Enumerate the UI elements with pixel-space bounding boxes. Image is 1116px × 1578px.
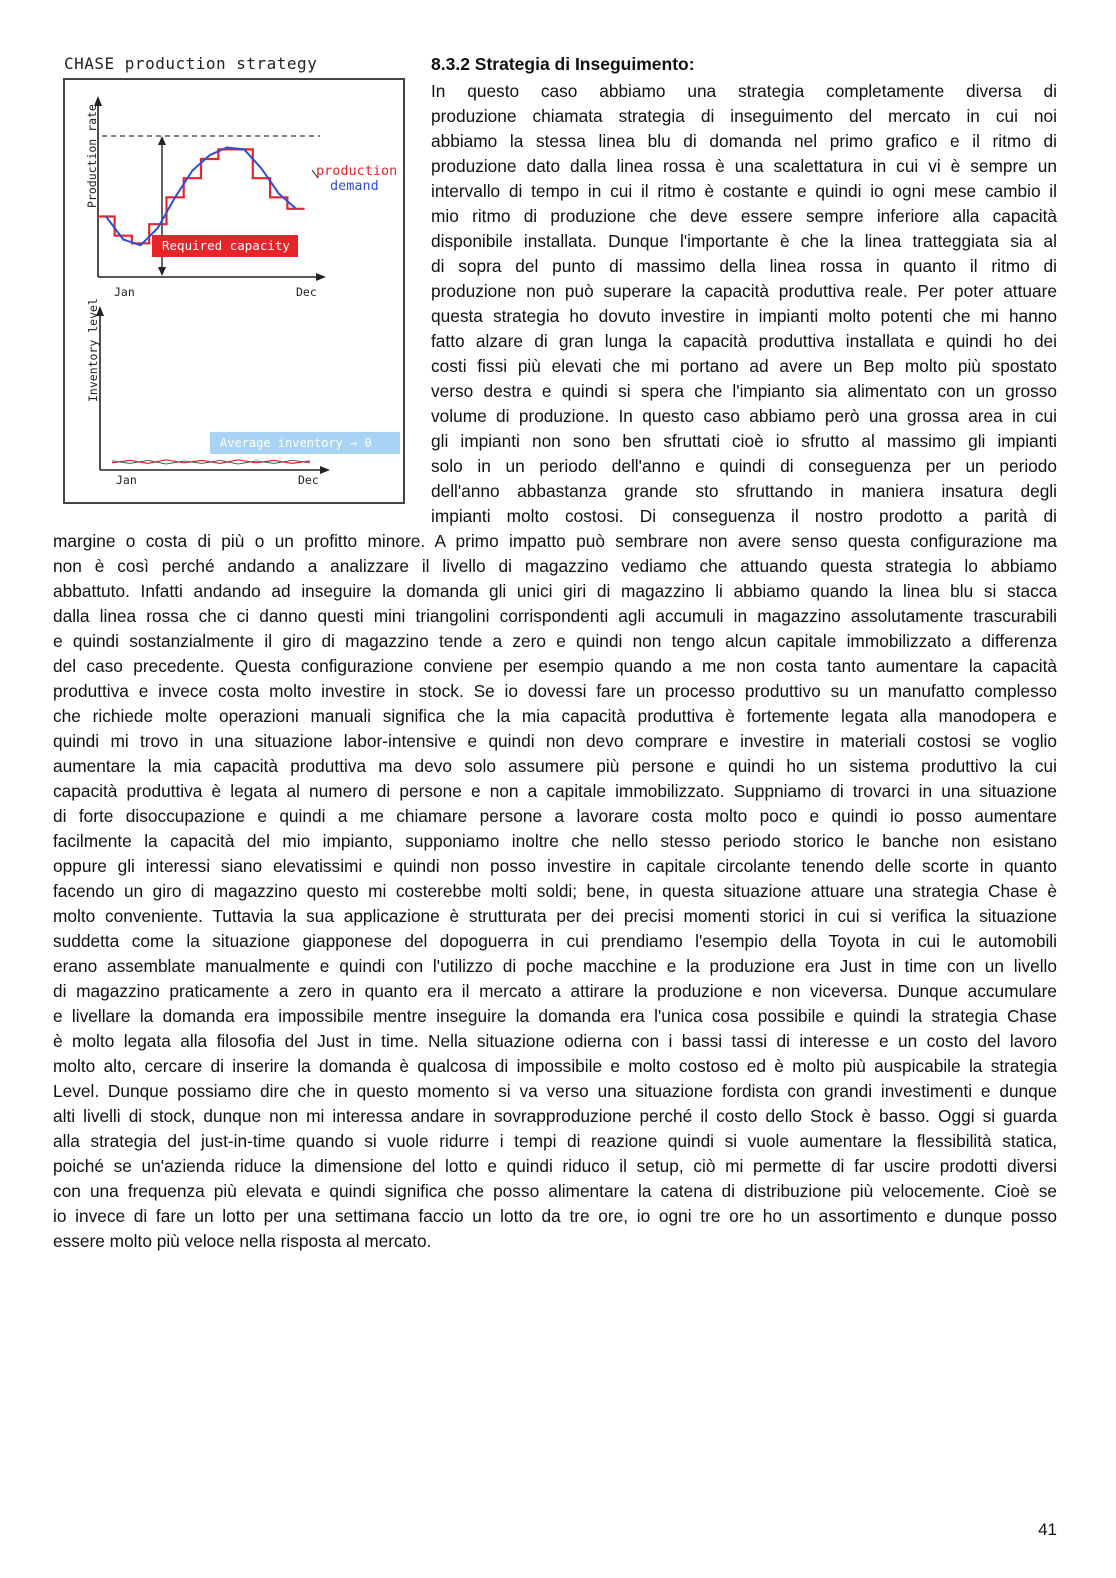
top-x-start-label: Jan (114, 285, 135, 299)
average-inventory-label: Average inventory → 0 (220, 436, 372, 450)
full-width-paragraph (53, 529, 1057, 1254)
full-width-line: molto conveniente. Tuttavia la sua applicazione è strutturata per dei precisi momenti storici in cui si verifica la situazione (53, 906, 1057, 926)
full-width-line: abbattuto. Infatti andando ad inseguire la domanda gli unici giri di magazzino li abbiamo quando la linea blu si stacca (53, 581, 1057, 601)
right-column-line: solo in un periodo dell'anno e quindi di conseguenza per un periodo (431, 456, 1057, 476)
bottom-x-arrow (320, 466, 330, 474)
legend-production: production (316, 163, 398, 179)
full-width-line: di forte disoccupazione e quindi a me chiamare persone a lavorare costa molto poco e quindi io posso aumentare (53, 806, 1057, 826)
full-width-line: di magazzino praticamente a zero in quanto era il mercato a attirare la produzione e non viceversa. Dunque accumulare (53, 981, 1057, 1001)
full-width-line: poiché se un'azienda riduce la dimensione del lotto e quindi riduco il setup, ciò mi permette di far uscire prodotti diversi (53, 1156, 1057, 1176)
bottom-y-label: Inventory level (86, 298, 100, 402)
right-column-line: di sopra del punto di massimo della linea rossa in quanto il ritmo di (431, 256, 1057, 276)
full-width-line: e quindi sostanzialmente il giro di magazzino tende a zero e quindi non tengo alcun capitale immobilizzato a differenza (53, 631, 1057, 651)
right-column-line: produzione dato dalla linea rossa è una scalettatura in cui vi è sempre un (431, 156, 1057, 176)
right-column-line: intervallo di tempo in cui il ritmo è costante e quindi io ogni mese cambio il (431, 181, 1057, 201)
right-column-line: volume di produzione. In questo caso abbiamo però una grossa area in cui (431, 406, 1057, 426)
page-number: 41 (1038, 1520, 1057, 1539)
required-capacity-label: Required capacity (162, 238, 290, 253)
full-width-line: non è così perché andando a analizzare il livello di magazzino vediamo che attuando questa strategia lo abbiamo (53, 556, 1057, 576)
figure-title: CHASE production strategy (64, 54, 318, 73)
chase-chart-svg (60, 52, 410, 508)
full-width-line: essere molto più veloce nella risposta al mercato. (53, 1231, 432, 1251)
legend-demand: demand (330, 178, 379, 194)
section-heading: 8.3.2 Strategia di Inseguimento: (431, 54, 695, 74)
right-column-line: produzione non può superare la capacità produttiva reale. Per poter attuare (431, 281, 1057, 301)
right-column-line: gli impianti non sono ben sfruttati cioè io sfrutto al massimo gli impianti (431, 431, 1057, 451)
full-width-line: alla strategia del just-in-time quando si vuole ridurre i tempi di reazione quindi si vuole aumentare la flessibilità statica, (53, 1131, 1057, 1151)
right-column-line: abbiamo la stessa linea blu di domanda nel primo grafico e il ritmo di (431, 131, 1057, 151)
full-width-line: io invece di fare un lotto per una settimana faccio un lotto da tre ore, io ogni tre ore ho un assortimento e dunque posso (53, 1206, 1057, 1226)
bottom-x-end-label: Dec (298, 473, 319, 487)
top-x-arrow (316, 273, 326, 281)
full-width-line: produttiva e invece costa molto investire in stock. Se io dovessi fare un processo produttivo su un manufatto complesso (53, 681, 1057, 701)
full-width-line: che richiede molte operazioni manuali significa che la mia capacità produttiva è fortemente legata alla manodopera e (53, 706, 1057, 726)
right-column-line: verso destra e quindi si spera che l'impianto sia alimentato con un grosso (431, 381, 1057, 401)
right-column-line: produzione chiamata strategia di inseguimento del mercato in cui noi (431, 106, 1057, 126)
full-width-line: e livellare la domanda era impossibile mentre inseguire la domanda era l'unica cosa possibile e quindi la strategia Chase (53, 1006, 1057, 1026)
inventory-series-group (112, 460, 310, 464)
full-width-line: Level. Dunque possiamo dire che in questo momento si va verso una situazione fordista con grandi investimenti e dunque (53, 1081, 1057, 1101)
full-width-line: suddetta come la situazione giapponese del dopoguerra in cui prendiamo l'esempio della Toyota in cui le automobili (53, 931, 1057, 951)
full-width-line: facendo un giro di magazzino questo mi costerebbe molti soldi; bene, in questa situazione attuare una strategia Chase è (53, 881, 1057, 901)
full-width-line: facilmente la capacità del mio impianto, supponiamo inoltre che nello stesso periodo storico le banche non esistano (53, 831, 1057, 851)
right-column-line: fatto alzare di gran lunga la capacità produttiva installata e quindi ho dei (431, 331, 1057, 351)
right-column-line: disponibile installata. Dunque l'importante è che la linea tratteggiata sia al (431, 231, 1057, 251)
chase-strategy-figure (60, 52, 410, 508)
demand-line (106, 148, 296, 246)
bottom-x-start-label: Jan (116, 473, 137, 487)
capacity-arrow-bottom (158, 267, 166, 276)
full-width-line: aumentare la mia capacità produttiva ma devo solo assumere più persone e quindi ho un sistema produttivo la cui (53, 756, 1057, 776)
full-width-line: con una frequenza più elevata e quindi significa che posso alimentare la catena di distribuzione più velocemente. Cioè se (53, 1181, 1057, 1201)
top-x-end-label: Dec (296, 285, 317, 299)
right-column-line: costi fissi più elevati che mi portano ad avere un Bep molto più spostato (431, 356, 1057, 376)
right-column-paragraph (431, 79, 1057, 529)
full-width-line: molto alto, cercare di inserire la domanda è qualcosa di impossibile e molto costoso ed è molto più auspicabile la strategia (53, 1056, 1057, 1076)
full-width-line: margine o costa di più o un profitto minore. A primo impatto può sembrare non avere senso questa configurazione ma (53, 531, 1057, 551)
full-width-line: del caso precedente. Questa configurazione conviene per esempio quando a me non costa tanto aumentare la capacità (53, 656, 1057, 676)
right-column-line: questa strategia ho dovuto investire in impianti molto potenti che mi hanno (431, 306, 1057, 326)
full-width-line: capacità produttiva è legata al numero di persone e non a capitale immobilizzato. Suppniamo di trovarci in una situazione (53, 781, 1057, 801)
right-column-line: dell'anno abbastanza grande sto sfruttando in maniera insatura degli (431, 481, 1057, 501)
capacity-arrow-top (158, 136, 166, 145)
right-column-line: impianti molto costosi. Di conseguenza il nostro prodotto a parità di (431, 506, 1057, 526)
full-width-line: quindi mi trovo in una situazione labor-intensive e quindi non devo comprare e investire in materiali costosi se voglio (53, 731, 1057, 751)
top-series-group (97, 148, 304, 246)
right-column-line: mio ritmo di produzione che deve essere sempre inferiore alla capacità (431, 206, 1057, 226)
top-y-label: Production rate (85, 104, 99, 208)
full-width-line: alti livelli di stock, dunque non mi interessa andare in sovrapproduzione perché il costo dello Stock è basso. Oggi si guarda (53, 1106, 1057, 1126)
full-width-line: erano assemblate manualmente e quindi con l'utilizzo di poche macchine e la produzione era Just in time con un livello (53, 956, 1057, 976)
full-width-line: oppure gli interessi siano elevatissimi e quindi non posso investire in capitale circolante tenendo delle scorte in quanto (53, 856, 1057, 876)
full-width-line: dalla linea rossa che ci danno questi mini triangolini corrispondenti agli accumuli in magazzino assolutamente trascurabili (53, 606, 1057, 626)
right-column-line: In questo caso abbiamo una strategia completamente diversa di (431, 81, 1057, 101)
full-width-line: è molto legata alla filosofia del Just in time. Nella situazione odierna con i bassi tassi di interesse e un costo del lavoro (53, 1031, 1057, 1051)
